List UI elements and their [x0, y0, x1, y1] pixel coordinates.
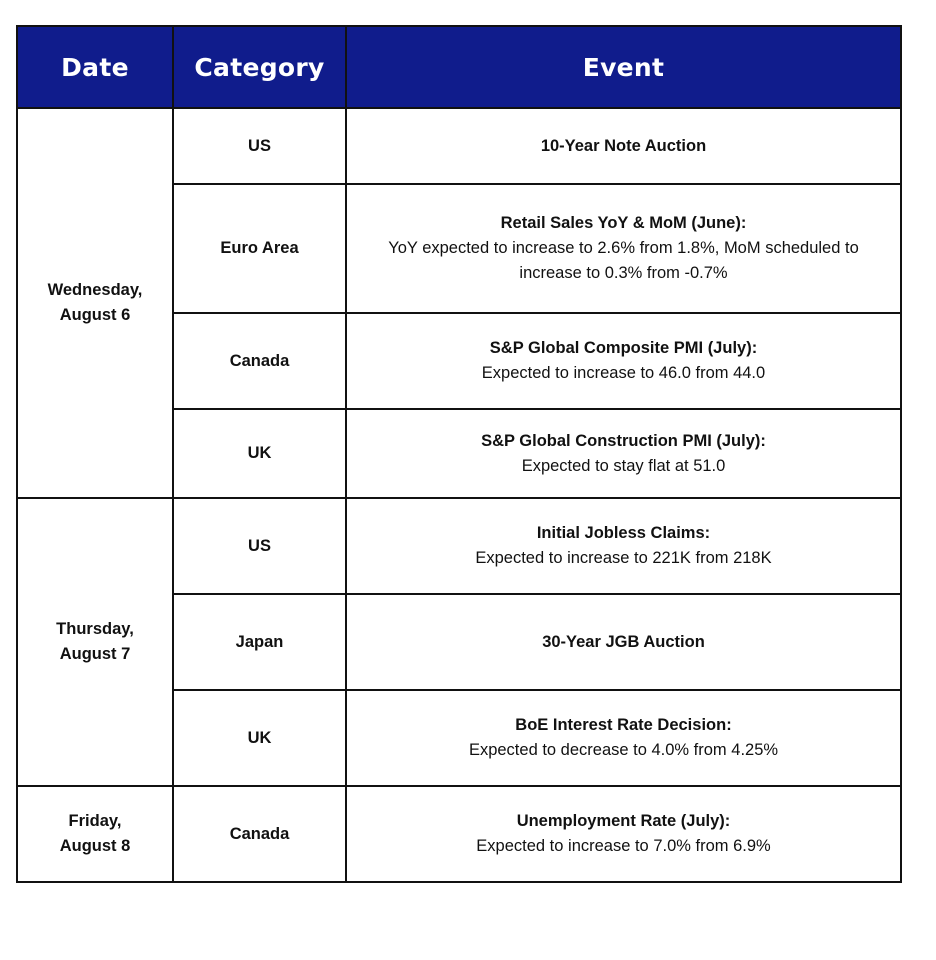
- category-cell: US: [173, 108, 346, 184]
- table-row: [17, 108, 901, 184]
- category-cell: UK: [173, 409, 346, 498]
- date-cell: [17, 786, 173, 882]
- date-weekday: Thursday,: [56, 620, 134, 638]
- event-cell: [346, 690, 901, 786]
- event-detail: Expected to increase to 221K from 218K: [475, 549, 772, 567]
- event-cell: [346, 594, 901, 690]
- event-title: BoE Interest Rate Decision:: [515, 716, 732, 734]
- event-title: S&P Global Construction PMI (July):: [481, 431, 766, 450]
- header-category: Category: [173, 26, 346, 108]
- event-cell: [346, 313, 901, 409]
- event-title: Unemployment Rate (July):: [516, 812, 731, 830]
- header-row: [17, 26, 901, 108]
- event-title: S&P Global Composite PMI (July):: [489, 339, 758, 357]
- date-cell: [17, 108, 173, 498]
- category-cell: UK: [173, 690, 346, 786]
- category-cell: Canada: [173, 313, 346, 409]
- date-weekday: Wednesday,: [47, 281, 143, 299]
- event-title: 30-Year JGB Auction: [542, 632, 705, 651]
- event-detail: Expected to increase to 46.0 from 44.0: [481, 364, 766, 382]
- economic-calendar-table: [16, 25, 902, 883]
- event-cell: [346, 498, 901, 594]
- event-detail: Expected to increase to 7.0% from 6.9%: [476, 837, 771, 855]
- date-day: August 7: [59, 645, 131, 663]
- category-cell: Euro Area: [173, 184, 346, 313]
- event-cell: [346, 409, 901, 498]
- table-row: [17, 786, 901, 882]
- category-cell: Canada: [173, 786, 346, 882]
- event-detail: YoY expected to increase to 2.6% from 1.8%, MoM scheduled to increase to 0.3% from -0.7%: [388, 239, 859, 282]
- event-detail: Expected to stay flat at 51.0: [521, 456, 726, 475]
- event-cell: [346, 184, 901, 313]
- event-title: Retail Sales YoY & MoM (June):: [500, 214, 747, 232]
- date-day: August 8: [59, 837, 131, 855]
- table-row: [17, 498, 901, 594]
- event-cell: [346, 108, 901, 184]
- event-title: 10-Year Note Auction: [540, 136, 707, 155]
- header-event: Event: [346, 26, 901, 108]
- header-date: Date: [17, 26, 173, 108]
- category-cell: Japan: [173, 594, 346, 690]
- event-cell: [346, 786, 901, 882]
- category-cell: US: [173, 498, 346, 594]
- date-weekday: Friday,: [68, 812, 122, 830]
- event-detail: Expected to decrease to 4.0% from 4.25%: [468, 741, 779, 759]
- date-cell: [17, 498, 173, 786]
- event-title: Initial Jobless Claims:: [536, 524, 711, 542]
- date-day: August 6: [59, 306, 131, 324]
